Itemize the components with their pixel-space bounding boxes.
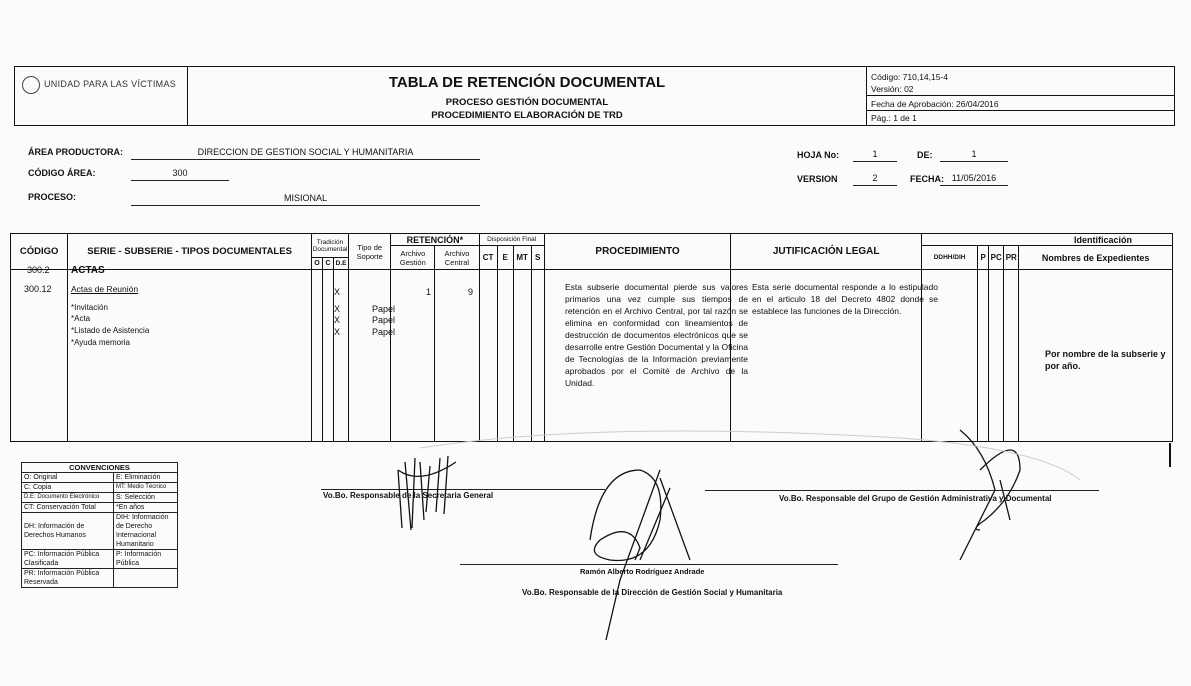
col-nombres: Nombres de Expedientes: [1019, 246, 1173, 270]
tipo-documental: *Acta: [71, 314, 91, 323]
conv-item: P: Información Pública: [114, 550, 178, 569]
col-serie: SERIE - SUBSERIE - TIPOS DOCUMENTALES: [68, 234, 312, 270]
subserie-name: Actas de Reunión: [71, 284, 139, 294]
procedure-subtitle: PROCEDIMIENTO ELABORACIÓN DE TRD: [431, 110, 623, 121]
col-p: P: [978, 246, 989, 270]
de-label: DE:: [917, 150, 933, 160]
col-codigo: CÓDIGO: [11, 234, 68, 270]
meta-version: Versión: 02: [871, 84, 914, 94]
conv-item: MT: Medio Técnico: [114, 483, 178, 493]
vobo-direccion: Vo.Bo. Responsable de la Dirección de Gestión Social y Humanitaria: [522, 588, 783, 597]
central-years: 9: [468, 287, 474, 297]
col-gestion: Archivo Gestión: [391, 246, 435, 270]
logo-text: UNIDAD PARA LAS VÍCTIMAS: [44, 79, 177, 89]
soporte: Papel: [372, 315, 396, 325]
col-mt: MT: [513, 246, 531, 270]
version-label: VERSION: [797, 174, 838, 184]
col-c: C: [323, 258, 334, 270]
copy-mark: X: [334, 304, 341, 314]
conv-item: PC: Información Pública Clasificada: [22, 550, 114, 569]
meta-codigo: Código: 710,14,15-4: [871, 72, 949, 82]
copy-mark: X: [334, 315, 341, 325]
col-pc: PC: [989, 246, 1004, 270]
subserie-code: 300.12: [24, 284, 52, 294]
conv-item: D.E: Documento Electrónico: [22, 493, 114, 503]
col-pr: PR: [1004, 246, 1019, 270]
gestion-years: 1: [426, 287, 432, 297]
codigo-value: 300: [131, 168, 229, 181]
justificacion-text: Esta serie documental responde a lo estipulado en el articulo 18 del Decreto 4802 donde se establece las funciones de la Dirección.: [752, 282, 938, 316]
conv-item: DIH: Información de Derecho Internacional Humanitario: [114, 513, 178, 550]
tipo-documental: *Invitación: [71, 303, 108, 312]
col-retencion: RETENCIÓN*: [391, 234, 479, 246]
col-tradicion: Tradición Documental: [312, 234, 349, 258]
conv-item: CT: Conservación Total: [22, 503, 114, 513]
convenciones-title: CONVENCIONES: [22, 463, 178, 473]
fecha-label: FECHA:: [910, 174, 944, 184]
hoja-value: 1: [853, 149, 897, 162]
soporte: Papel: [372, 304, 396, 314]
col-identificacion: Identificación: [922, 234, 1173, 246]
col-procedimiento: PROCEDIMIENTO: [544, 234, 731, 270]
meta-pagina: Pág.: 1 de 1: [871, 113, 917, 123]
conv-item: *En años: [114, 503, 178, 513]
col-justificacion: JUTIFICACIÓN LEGAL: [731, 234, 922, 270]
proceso-label: PROCESO:: [28, 192, 77, 202]
col-de: D.E: [334, 258, 349, 270]
vobo-secretaria: Vo.Bo. Responsable de la Secretaria General: [323, 491, 494, 500]
conv-item: E: Eliminación: [114, 473, 178, 483]
document-title: TABLA DE RETENCIÓN DOCUMENTAL: [388, 74, 666, 91]
col-e: E: [497, 246, 513, 270]
tipo-documental: *Listado de Asistencia: [71, 326, 150, 335]
process-subtitle: PROCESO GESTIÓN DOCUMENTAL: [445, 97, 609, 108]
vobo-gestion-administrativa: Vo.Bo. Responsable del Grupo de Gestión Administrativa y Documental: [779, 494, 1052, 503]
col-central: Archivo Central: [435, 246, 479, 270]
version-value: 2: [853, 173, 897, 186]
copy-mark: X: [334, 327, 341, 337]
nombres-text: Por nombre de la subserie y por año.: [1045, 349, 1166, 371]
serie-code: 300.2: [27, 265, 50, 275]
col-o: O: [312, 258, 323, 270]
conv-item: O: Original: [22, 473, 114, 483]
codigo-label: CÓDIGO ÁREA:: [28, 168, 96, 178]
signer-name: Ramón Alberto Rodríguez Andrade: [580, 567, 705, 576]
meta-fecha-aprobacion: Fecha de Aprobación: 26/04/2016: [871, 99, 999, 109]
copy-mark: X: [334, 287, 341, 297]
conv-item: PR: Información Pública Reservada: [22, 569, 114, 588]
col-s: S: [531, 246, 544, 270]
proceso-value: MISIONAL: [131, 193, 480, 206]
tipo-documental: *Ayuda memoria: [71, 338, 130, 347]
de-value: 1: [940, 149, 1008, 162]
fecha-value: 11/05/2016: [940, 173, 1008, 186]
hoja-label: HOJA No:: [797, 150, 840, 160]
conv-item: C: Copia: [22, 483, 114, 493]
procedimiento-text: Esta subserie documental pierde sus valores primarios una vez cumple sus tiempos de retención en el Archivo Central, por tal razón se elimina en conformidad con lineamientos de destrucción de documentos electrónicos que se desarrolle entre Gestión Documental y la Oficina de Tecnologías de la Información previamente aprobados por el Comité de Archivo de la Unidad.: [565, 282, 748, 388]
area-label: ÁREA PRODUCTORA:: [28, 147, 124, 157]
col-tipo-soporte: Tipo de Soporte: [349, 234, 391, 270]
area-value: DIRECCION DE GESTION SOCIAL Y HUMANITARIA: [131, 147, 480, 160]
col-ct: CT: [479, 246, 497, 270]
serie-name: ACTAS: [71, 265, 105, 276]
col-disposicion: Disposición Final: [479, 234, 544, 246]
soporte: Papel: [372, 327, 396, 337]
conv-item: DH: Información de Derechos Humanos: [22, 513, 114, 550]
conv-item: S: Selección: [114, 493, 178, 503]
col-ddhh: DDHH/DIH: [922, 246, 978, 270]
